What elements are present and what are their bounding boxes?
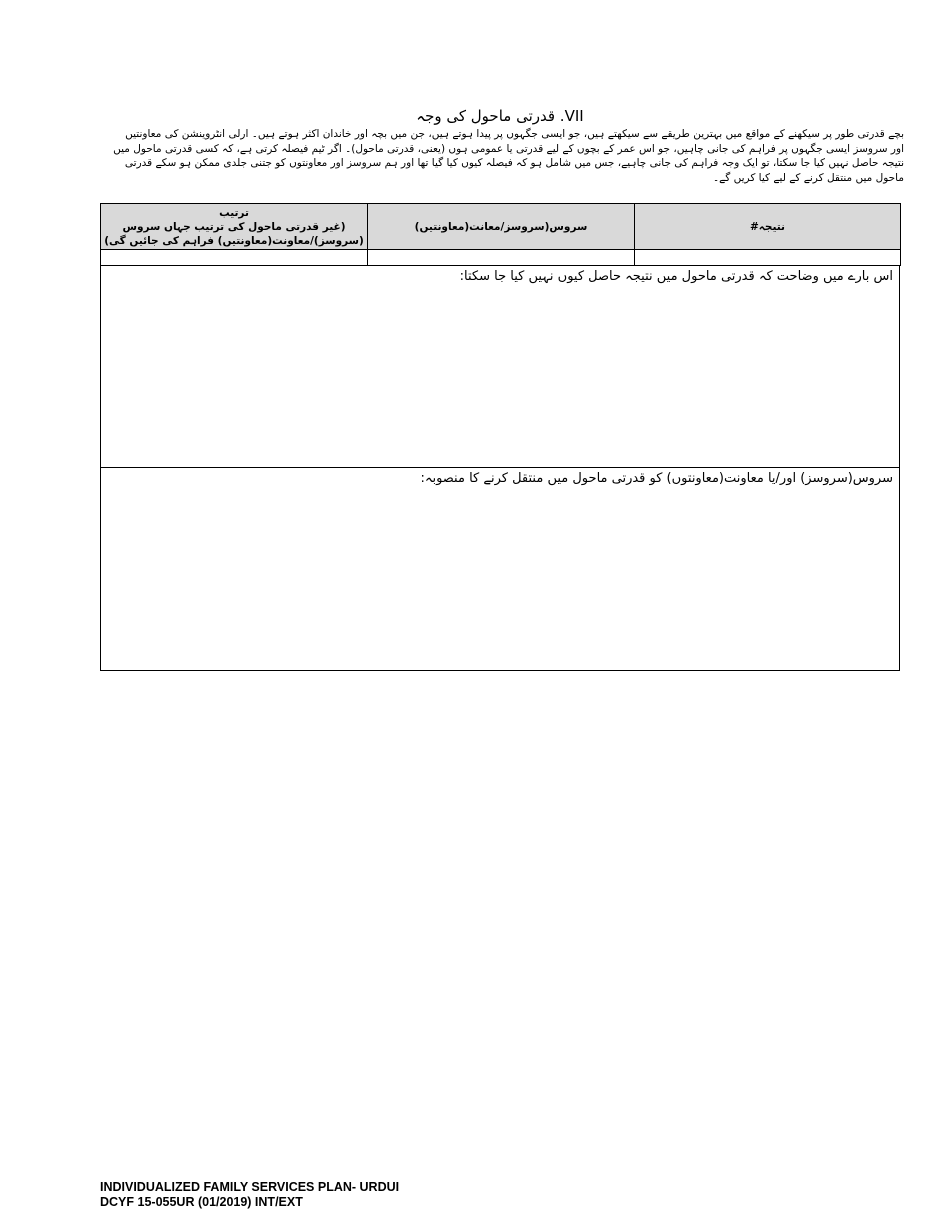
transition-plan-section — [100, 467, 900, 671]
intro-line: اور سروسز ایسی جگہوں پر فراہم کی جانی چاہیں، جو اس عمر کے بچوں کے لیے قدرتی یا عمومی ہوں (یعنی، قدرتی ماحول)۔ اگر ٹیم فیصلہ کرتی ہے، کہ کسی قدرتی ماحول میں — [113, 142, 904, 155]
form-footer — [100, 1180, 399, 1209]
setting-cell[interactable] — [101, 250, 368, 266]
natural-environment-table — [100, 203, 901, 266]
intro-line: بچے قدرتی طور پر سیکھنے کے مواقع میں بہترین طریقے سے سیکھتے ہیں، جو ایسی جگہوں پر پیدا ہوتے ہیں، جن میں بچہ اور خاندان اکثر ہوتے ہیں۔ ارلی انٹروینشن کی معاونتیں — [125, 128, 904, 140]
explanation-field[interactable] — [101, 288, 899, 467]
transition-plan-label: سروس(سروسز) اور/یا معاونت(معاونتوں) کو قدرتی ماحول میں منتقل کرنے کا منصوبہ: — [420, 471, 893, 486]
service-support-header: سروس(سروسز/معانت(معاونتیں) — [368, 204, 635, 250]
intro-line: نتیجہ حاصل نہیں کیا جا سکتا، تو ایک وجہ فراہم کی جانی چاہیے، جس میں شامل ہو کہ فیصلہ کیوں کیا گیا تھا اور ہم سروسز اور معاونتوں کو جتنی جلدی ممکن ہو سکے قدرتی — [124, 157, 904, 169]
explanation-label: اس بارے میں وضاحت کہ قدرتی ماحول میں نتیجہ حاصل کیوں نہیں کیا جا سکتا: — [459, 269, 893, 284]
explanation-section — [100, 265, 900, 468]
outcome-number-cell[interactable] — [635, 250, 901, 266]
setting-header-line: (غیر قدرتی ماحول کی ترتیب جہاں سروس — [122, 220, 346, 233]
setting-header-line: ترتیب — [219, 206, 249, 219]
intro-line: ماحول میں منتقل کرنے کے لیے کیا کریں گے۔ — [713, 171, 904, 184]
intro-paragraph — [100, 127, 904, 185]
transition-plan-field[interactable] — [101, 490, 899, 670]
table-header-row — [101, 204, 901, 250]
form-number: DCYF 15-055UR (01/2019) INT/EXT — [100, 1194, 303, 1209]
outcome-number-header: نتیجہ# — [635, 204, 901, 250]
setting-header — [101, 204, 368, 250]
service-support-cell[interactable] — [368, 250, 635, 266]
form-title: INDIVIDUALIZED FAMILY SERVICES PLAN- URDUI — [100, 1180, 400, 1194]
setting-header-line: (سروسز)/معاونت(معاونتیں) فراہم کی جائیں گی) — [104, 234, 364, 247]
table-row — [101, 250, 901, 266]
section-title: VII. قدرتی ماحول کی وجہ — [416, 107, 584, 125]
